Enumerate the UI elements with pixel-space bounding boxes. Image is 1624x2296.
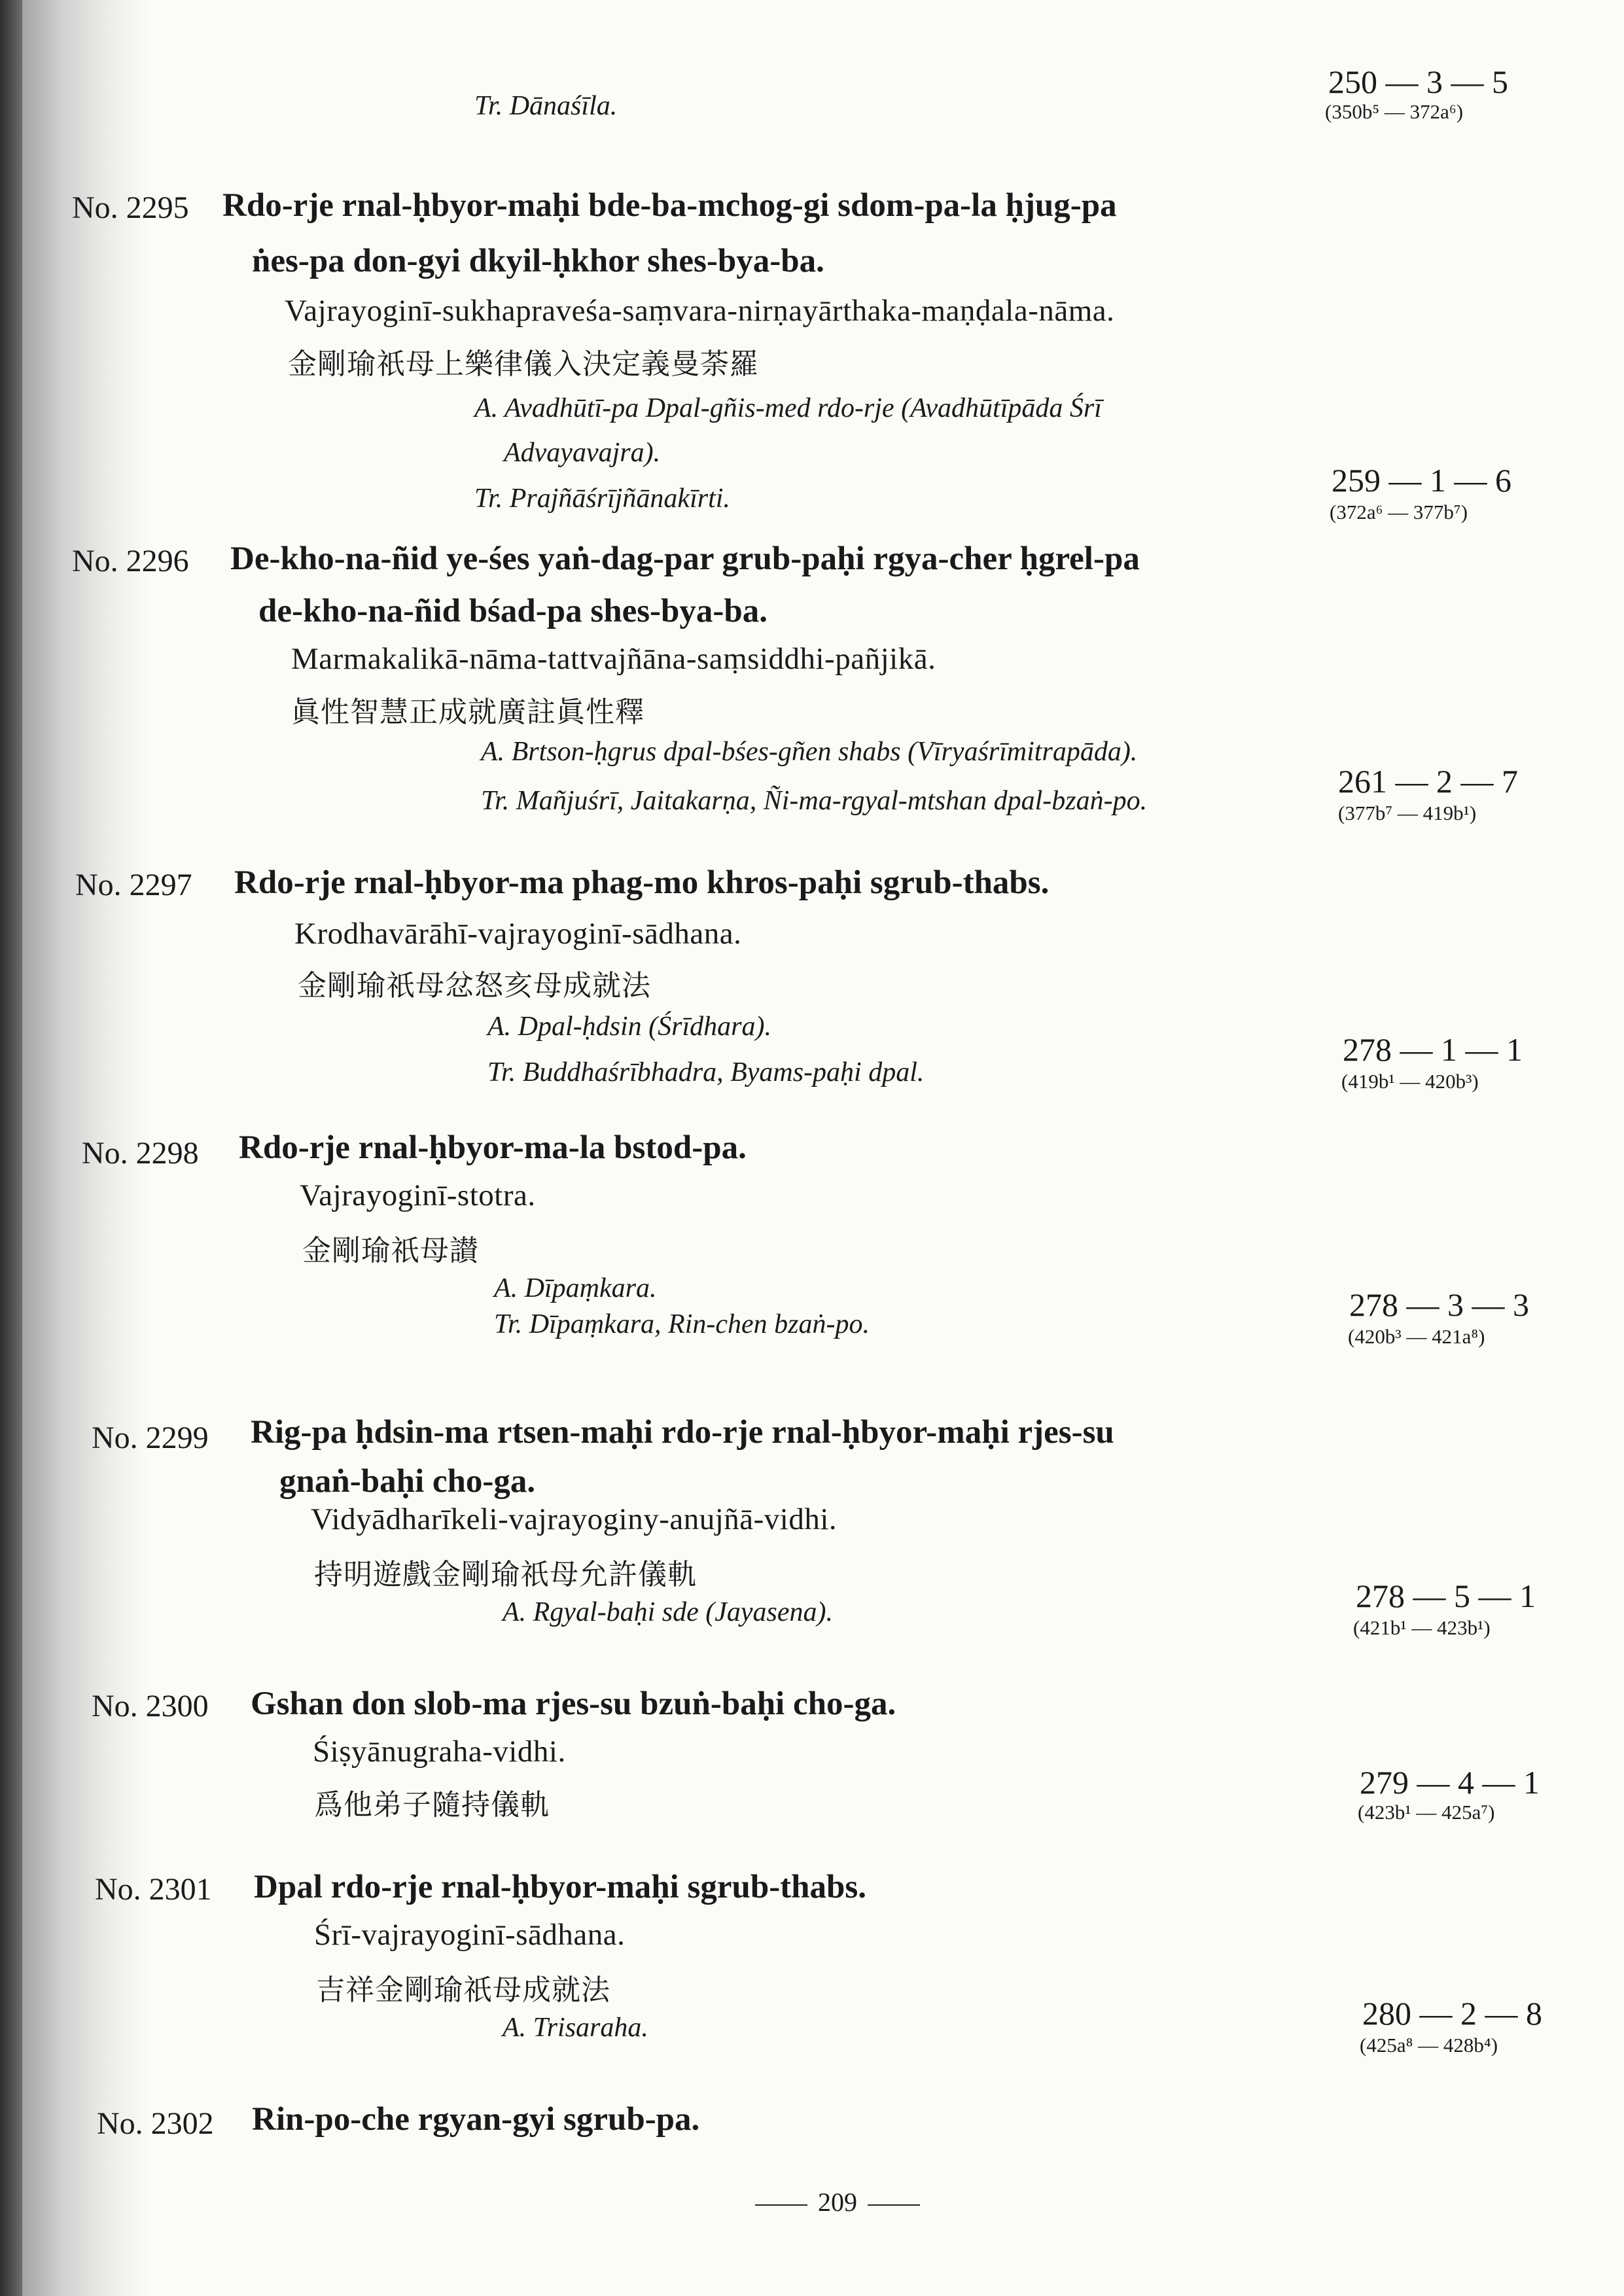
entry-sanskrit: Vidyādharīkeli-vajrayoginy-anujñā-vidhi. <box>311 1502 838 1536</box>
footer-rule-left <box>755 2204 807 2206</box>
entry-ref-main: 280 — 2 — 8 <box>1362 1995 1542 2032</box>
entry-author-line: A. Dīpaṃkara. <box>494 1273 657 1303</box>
entry-author-line: A. Trisaraha. <box>503 2013 648 2043</box>
carryover-ref-sub: (350b⁵ — 372a⁶) <box>1325 100 1464 123</box>
entry-ref-main: 259 — 1 — 6 <box>1332 462 1511 499</box>
entry-tibetan-line: De-kho-na-ñid ye-śes yaṅ-dag-par grub-paḥi rgya-cher ḥgrel-pa <box>230 540 1140 577</box>
entry-ref-main: 278 — 5 — 1 <box>1356 1578 1536 1614</box>
entry-sanskrit: Krodhavārāhī-vajrayoginī-sādhana. <box>294 917 742 951</box>
entry-tibetan-line: Rdo-rje rnal-ḥbyor-maḥi bde-ba-mchog-gi sdom-pa-la ḥjug-pa <box>222 187 1117 224</box>
entry-ref-sub: (419b¹ — 420b³) <box>1341 1070 1479 1093</box>
entry-tibetan-line: ṅes-pa don-gyi dkyil-ḥkhor shes-bya-ba. <box>252 243 824 279</box>
entry-tibetan-line: Rdo-rje rnal-ḥbyor-ma-la bstod-pa. <box>239 1129 747 1166</box>
entry-chinese: 眞性智慧正成就廣註眞性釋 <box>291 696 644 729</box>
entry-ref-sub: (420b³ — 421a⁸) <box>1348 1325 1485 1348</box>
entry-number: No. 2300 <box>92 1689 209 1723</box>
entry-author-line: A. Brtson-ḥgrus dpal-bśes-gñen shabs (Vīryaśrīmitrapāda). <box>481 737 1138 767</box>
entry-ref-main: 278 — 1 — 1 <box>1343 1031 1523 1068</box>
entry-sanskrit: Śrī-vajrayoginī-sādhana. <box>314 1918 626 1952</box>
entry-tibetan-line: Rig-pa ḥdsin-ma rtsen-maḥi rdo-rje rnal-ḥbyor-maḥi rjes-su <box>251 1414 1114 1451</box>
entry-ref-sub: (421b¹ — 423b¹) <box>1353 1616 1491 1639</box>
carryover-translator: Tr. Dānaśīla. <box>474 91 618 121</box>
entry-author-line: Advayavajra). <box>504 438 661 468</box>
entry-ref-main: 261 — 2 — 7 <box>1338 763 1518 800</box>
entry-tibetan-line: Dpal rdo-rje rnal-ḥbyor-maḥi sgrub-thabs. <box>254 1869 866 1905</box>
entry-tibetan-line: gnaṅ-baḥi cho-ga. <box>279 1463 536 1500</box>
entry-number: No. 2296 <box>72 544 189 578</box>
page-footer <box>720 2187 955 2217</box>
entry-chinese: 持明遊戲金剛瑜祇母允許儀軌 <box>314 1558 697 1591</box>
entry-sanskrit: Vajrayoginī-stotra. <box>300 1178 536 1212</box>
entry-ref-main: 279 — 4 — 1 <box>1360 1764 1540 1801</box>
entry-number: No. 2298 <box>82 1136 199 1171</box>
entry-author-line: A. Avadhūtī-pa Dpal-gñis-med rdo-rje (Avadhūtīpāda Śrī <box>474 393 1102 423</box>
entry-chinese: 金剛瑜祇母忿怒亥母成就法 <box>298 969 651 1002</box>
entry-author-line: A. Rgyal-baḥi sde (Jayasena). <box>503 1597 834 1627</box>
entry-translator: Tr. Prajñāśrījñānakīrti. <box>474 484 730 514</box>
entry-translator: Tr. Mañjuśrī, Jaitakarṇa, Ñi-ma-rgyal-mtshan dpal-bzaṅ-po. <box>481 786 1148 816</box>
entry-translator: Tr. Buddhaśrībhadra, Byams-paḥi dpal. <box>487 1057 925 1087</box>
entry-sanskrit: Marmakalikā-nāma-tattvajñāna-saṃsiddhi-pañjikā. <box>291 642 936 676</box>
entry-ref-sub: (423b¹ — 425a⁷) <box>1358 1801 1495 1824</box>
entry-ref-sub: (377b⁷ — 419b¹) <box>1338 802 1477 824</box>
entry-tibetan-line: Gshan don slob-ma rjes-su bzuṅ-baḥi cho-ga. <box>251 1686 896 1722</box>
entry-number: No. 2297 <box>75 868 192 902</box>
entry-chinese: 吉祥金剛瑜祇母成就法 <box>316 1973 610 2007</box>
entry-sanskrit: Vajrayoginī-sukhapraveśa-saṃvara-nirṇayārthaka-maṇḍala-nāma. <box>285 294 1115 328</box>
entry-number: No. 2299 <box>92 1421 209 1455</box>
entry-tibetan-line: Rin-po-che rgyan-gyi sgrub-pa. <box>252 2101 700 2138</box>
entry-number: No. 2302 <box>97 2106 214 2141</box>
entry-ref-sub: (425a⁸ — 428b⁴) <box>1360 2034 1498 2057</box>
footer-rule-right <box>868 2204 920 2206</box>
entry-tibetan-line: Rdo-rje rnal-ḥbyor-ma phag-mo khros-paḥi sgrub-thabs. <box>234 864 1050 901</box>
entry-sanskrit: Śiṣyānugraha-vidhi. <box>313 1735 566 1769</box>
entry-number: No. 2301 <box>95 1872 212 1907</box>
entry-chinese: 爲他弟子隨持儀軌 <box>314 1788 550 1822</box>
entry-tibetan-line: de-kho-na-ñid bśad-pa shes-bya-ba. <box>258 593 768 629</box>
entry-author-line: A. Dpal-ḥdsin (Śrīdhara). <box>487 1012 771 1042</box>
entry-ref-sub: (372a⁶ — 377b⁷) <box>1330 501 1468 523</box>
entry-chinese: 金剛瑜祇母上樂律儀入決定義曼荼羅 <box>288 347 759 381</box>
carryover-ref-main: 250 — 3 — 5 <box>1328 63 1508 100</box>
entry-translator: Tr. Dīpaṃkara, Rin-chen bzaṅ-po. <box>494 1309 870 1339</box>
entry-number: No. 2295 <box>72 190 189 225</box>
page-number: 209 <box>818 2187 857 2217</box>
entry-ref-main: 278 — 3 — 3 <box>1349 1286 1529 1323</box>
entry-chinese: 金剛瑜祇母讃 <box>302 1234 479 1267</box>
